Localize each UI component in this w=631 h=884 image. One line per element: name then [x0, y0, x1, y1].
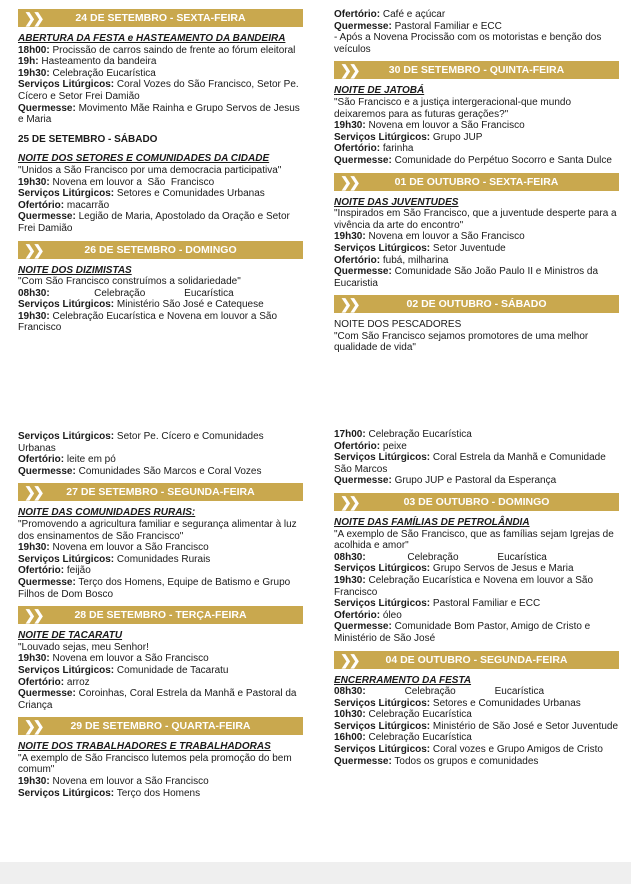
item-value: Terço dos Homens, Equipe de Batismo e Grupo Filhos de Dom Bosco	[18, 576, 293, 600]
body-text: - Após a Novena Procissão com os motoristas e benção dos veículos	[334, 32, 602, 55]
schedule-item	[18, 45, 303, 57]
item-label: Ofertório:	[334, 254, 381, 266]
body-text: "A exemplo de São Francisco, que as famílias sejam Igrejas de acolhida e amor"	[334, 528, 614, 552]
section-title: NOITE DE TACARATU	[18, 630, 123, 642]
double-chevron-icon: ❯❯	[24, 607, 42, 624]
item-label: 19h30:	[18, 542, 50, 554]
item-label: Ofertório:	[18, 454, 65, 466]
item-label: Serviços Litúrgicos:	[334, 697, 431, 709]
item-value: Celebração Eucarística e Novena em louvor a São Francisco	[334, 574, 596, 598]
item-value: óleo	[380, 609, 402, 621]
schedule-item	[18, 577, 303, 600]
item-value: Comunidade do Perpétuo Socorro e Santa Dulce	[391, 154, 612, 166]
item-value: Novena em louvor a São Francisco	[49, 653, 209, 665]
schedule-item	[334, 610, 619, 622]
item-label: Quermesse:	[334, 20, 392, 32]
section-title: ENCERRAMENTO DA FESTA	[334, 674, 472, 686]
item-value: Novena em louvor a São Francisco	[49, 542, 209, 554]
schedule-item	[18, 776, 303, 788]
item-label: 19h30:	[334, 120, 366, 132]
schedule-item	[334, 475, 619, 487]
schedule-item	[18, 103, 303, 126]
body-text: "Com São Francisco construímos a solidariedade"	[18, 276, 241, 288]
date-banner	[18, 606, 303, 624]
item-label: Serviços Litúrgicos:	[18, 431, 115, 442]
schedule-item	[18, 454, 303, 466]
section-title: NOITE DOS TRABALHADORES E TRABALHADORAS	[18, 741, 271, 753]
item-value: Pastoral Familiar e ECC	[430, 598, 541, 610]
item-value: Celebração Eucarística	[49, 287, 234, 299]
schedule-item	[18, 177, 303, 189]
date-banner-text: 26 DE SETEMBRO - DOMINGO	[84, 243, 237, 256]
item-value: Grupo JUP	[430, 131, 483, 143]
date-banner	[18, 717, 303, 735]
item-value: Novena em louvor a São Francisco	[365, 120, 525, 132]
schedule-item	[334, 9, 619, 21]
item-value: Celebração Eucarística	[365, 686, 545, 698]
schedule-item	[334, 732, 619, 744]
schedule-item	[334, 243, 619, 255]
item-value: Ministério São José e Catequese	[114, 299, 264, 311]
item-label: Serviços Litúrgicos:	[334, 598, 431, 610]
schedule-item	[18, 466, 303, 478]
body-text: NOITE DOS PESCADORES	[334, 319, 462, 331]
item-value: Ministério de São José e Setor Juventude	[430, 720, 619, 732]
body-text: "Louvado sejas, meu Senhor!	[18, 641, 149, 653]
double-chevron-icon: ❯❯	[340, 62, 358, 79]
item-value: Comunidade Bom Pastor, Amigo de Cristo e Ministério de São José	[334, 621, 594, 644]
schedule-item	[18, 565, 303, 577]
date-banner-text: 01 DE OUTUBRO - SEXTA-FEIRA	[394, 175, 559, 188]
item-label: 19h30:	[18, 67, 50, 79]
item-value: Legião de Maria, Apostolado da Oração e Setor Frei Damião	[18, 211, 293, 234]
item-value: Novena em louvor a São Francisco	[49, 776, 209, 788]
section-title: NOITE DOS SETORES E COMUNIDADES DA CIDADE	[18, 153, 270, 165]
schedule-item	[18, 688, 303, 711]
double-chevron-icon: ❯❯	[24, 241, 42, 258]
item-label: Serviços Litúrgicos:	[334, 242, 431, 254]
schedule-item	[334, 563, 619, 575]
item-label: Quermesse:	[18, 465, 76, 477]
schedule-item	[334, 231, 619, 243]
body-text: "Unidos a São Francisco por uma democracia participativa"	[18, 164, 282, 176]
item-label: 08h30:	[334, 551, 366, 563]
item-value: Comunidade de Tacaratu	[114, 664, 229, 676]
double-chevron-icon: ❯❯	[24, 484, 42, 501]
item-value: fubá, milharina	[380, 254, 449, 266]
item-value: arroz	[64, 676, 90, 688]
item-value: peixe	[380, 440, 407, 452]
date-banner	[18, 483, 303, 501]
item-value: Setor Juventude	[430, 242, 506, 254]
schedule-item	[18, 788, 303, 800]
schedule-item	[334, 155, 619, 167]
schedule-item	[18, 200, 303, 212]
item-label: Ofertório:	[334, 9, 381, 20]
schedule-item	[334, 266, 619, 289]
item-value: Celebração Eucarística e Novena em louvor a São Francisco	[18, 310, 280, 334]
item-label: Quermesse:	[18, 576, 76, 588]
item-label: 19h30:	[18, 776, 50, 788]
item-value: Celebração Eucarística	[365, 551, 547, 563]
item-value: Procissão de carros saindo de frente ao fórum eleitoral	[49, 44, 296, 56]
double-chevron-icon: ❯❯	[340, 493, 358, 510]
item-label: Serviços Litúrgicos:	[18, 299, 115, 311]
schedule-item	[18, 677, 303, 689]
item-label: 17h00:	[334, 429, 366, 440]
body-text: "Inspirados em São Francisco, que a juventude desperte para a vivência da arte do encontro"	[334, 208, 617, 231]
item-value: Novena em louvor a São Francisco	[365, 231, 525, 243]
item-value: Coral vozes e Grupo Amigos de Cristo	[430, 744, 603, 756]
left-column-top	[18, 9, 303, 334]
date-banner-text: 24 DE SETEMBRO - SEXTA-FEIRA	[75, 12, 246, 24]
item-label: Quermesse:	[18, 688, 76, 700]
schedule-item	[18, 299, 303, 311]
schedule-item	[334, 598, 619, 610]
date-banner	[334, 651, 619, 669]
date-banner-text: 27 DE SETEMBRO - SEGUNDA-FEIRA	[66, 486, 255, 499]
right-column-bottom	[334, 429, 619, 767]
item-value: Grupo Servos de Jesus e Maria	[430, 563, 574, 575]
item-label: Serviços Litúrgicos:	[334, 720, 431, 732]
item-value: Setores e Comunidades Urbanas	[430, 697, 581, 709]
schedule-item	[334, 621, 619, 644]
item-value: macarrão	[64, 199, 110, 211]
schedule-item	[18, 542, 303, 554]
item-label: Serviços Litúrgicos:	[18, 188, 115, 200]
item-label: 08h30:	[18, 287, 50, 299]
item-label: Serviços Litúrgicos:	[334, 452, 431, 464]
date-banner	[18, 9, 303, 27]
item-label: Quermesse:	[334, 755, 392, 767]
schedule-item	[334, 552, 619, 564]
body-text: "Promovendo a agricultura familiar e segurança alimentar à luz dos ensinamentos de São Francisco"	[18, 518, 297, 542]
item-label: Quermesse:	[18, 211, 76, 223]
section-title: ABERTURA DA FESTA e HASTEAMENTO DA BANDEIRA	[18, 33, 286, 44]
date-banner-text: 29 DE SETEMBRO - QUARTA-FEIRA	[70, 720, 251, 733]
item-label: Serviços Litúrgicos:	[18, 79, 115, 91]
date-banner	[334, 61, 619, 79]
item-label: Serviços Litúrgicos:	[334, 131, 431, 143]
double-chevron-icon: ❯❯	[24, 718, 42, 735]
body-text: "A exemplo de São Francisco lutemos pela promoção do bem comum"	[18, 752, 292, 776]
item-label: 19h30:	[18, 310, 50, 322]
schedule-item	[334, 709, 619, 721]
item-label: Serviços Litúrgicos:	[334, 563, 431, 575]
spacer	[18, 126, 303, 134]
item-label: Quermesse:	[334, 621, 392, 633]
date-banner-text: 03 DE OUTUBRO - DOMINGO	[403, 495, 550, 508]
schedule-item	[18, 554, 303, 566]
item-label: 19h30:	[334, 574, 366, 586]
schedule-item	[18, 211, 303, 234]
date-banner	[334, 295, 619, 313]
day-heading: 25 DE SETEMBRO - SÁBADO	[18, 133, 158, 145]
section-title: NOITE DAS FAMÍLIAS DE PETROLÂNDIA	[334, 516, 530, 528]
schedule-item	[334, 744, 619, 756]
item-label: Ofertório:	[334, 143, 381, 155]
item-label: Serviços Litúrgicos:	[334, 744, 431, 756]
schedule-item	[18, 68, 303, 80]
schedule-item	[334, 575, 619, 598]
section-title: NOITE DOS DIZIMISTAS	[18, 264, 132, 276]
left-column-bottom	[18, 431, 303, 799]
item-label: Ofertório:	[18, 565, 65, 577]
item-value: Pastoral Familiar e ECC	[391, 20, 502, 32]
item-value: Comunidades São Marcos e Coral Vozes	[75, 465, 262, 477]
schedule-item	[334, 686, 619, 698]
item-value: Coral Estrela da Manhã e Comunidade São Marcos	[334, 452, 609, 475]
item-label: Quermesse:	[334, 475, 392, 487]
date-banner-text: 28 DE SETEMBRO - TERÇA-FEIRA	[74, 609, 247, 622]
schedule-item	[334, 721, 619, 733]
right-column-top	[334, 9, 619, 354]
body-text: "Com São Francisco sejamos promotores de uma melhor qualidade de vida"	[334, 330, 589, 354]
item-value: Coral Vozes do São Francisco, Setor Pe. Cícero e Setor Frei Damião	[18, 79, 302, 102]
item-value: Hasteamento da bandeira	[38, 56, 157, 68]
schedule-item	[334, 429, 619, 441]
spacer	[18, 145, 303, 153]
double-chevron-icon: ❯❯	[24, 10, 42, 26]
schedule-item	[18, 288, 303, 300]
item-label: 18h00:	[18, 44, 50, 56]
item-label: 19h30:	[18, 176, 50, 188]
date-banner-text: 30 DE SETEMBRO - QUINTA-FEIRA	[388, 64, 565, 77]
item-value: feijão	[64, 565, 91, 577]
page-bottom-margin	[0, 862, 631, 884]
schedule-item	[334, 452, 619, 475]
schedule-item	[334, 120, 619, 132]
item-label: Ofertório:	[18, 676, 65, 688]
item-value: Celebração Eucarística	[49, 67, 156, 79]
item-label: Serviços Litúrgicos:	[18, 553, 115, 565]
section-title: NOITE DAS COMUNIDADES RURAIS:	[18, 507, 196, 519]
body-text: "São Francisco e a justiça intergeracional-que mundo deixaremos para as futuras gerações?"	[334, 96, 572, 120]
item-value: Setor Pe. Cícero e Comunidades Urbanas	[18, 431, 267, 454]
item-value: Comunidade São João Paulo II e Ministros da Eucaristia	[334, 266, 601, 289]
item-value: Celebração Eucarística	[365, 732, 472, 744]
item-label: 19h30:	[334, 231, 366, 243]
section-title: NOITE DAS JUVENTUDES	[334, 196, 459, 208]
item-label: Serviços Litúrgicos:	[18, 664, 115, 676]
item-value: Setores e Comunidades Urbanas	[114, 188, 265, 200]
schedule-item	[18, 653, 303, 665]
date-banner-text: 02 DE OUTUBRO - SÁBADO	[406, 298, 547, 311]
item-value: Novena em louvor a São Francisco	[49, 176, 215, 188]
schedule-item	[334, 132, 619, 144]
item-value: Celebração Eucarística	[365, 429, 472, 440]
item-label: Ofertório:	[18, 199, 65, 211]
schedule-item	[334, 756, 619, 768]
item-label: Ofertório:	[334, 440, 381, 452]
schedule-item	[18, 56, 303, 68]
schedule-item	[334, 441, 619, 453]
double-chevron-icon: ❯❯	[340, 173, 358, 190]
item-label: Quermesse:	[18, 102, 76, 114]
item-value: leite em pó	[64, 454, 116, 466]
schedule-item	[18, 79, 303, 102]
schedule-item	[18, 188, 303, 200]
schedule-item	[18, 431, 303, 454]
double-chevron-icon: ❯❯	[340, 296, 358, 313]
schedule-item	[18, 311, 303, 334]
item-value: Comunidades Rurais	[114, 553, 211, 565]
item-label: Quermesse:	[334, 266, 392, 278]
item-value: Café e açúcar	[380, 9, 446, 20]
schedule-item	[334, 255, 619, 267]
item-value: Coroinhas, Coral Estrela da Manhã e Pastoral da Criança	[18, 688, 300, 711]
date-banner	[18, 241, 303, 259]
section-title: NOITE DE JATOBÁ	[334, 85, 425, 97]
item-label: 19h:	[18, 56, 39, 68]
item-value: Grupo JUP e Pastoral da Esperança	[391, 475, 557, 487]
date-banner	[334, 173, 619, 191]
schedule-item	[334, 698, 619, 710]
schedule-item	[334, 21, 619, 33]
date-banner-text: 04 DE OUTUBRO - SEGUNDA-FEIRA	[385, 653, 568, 666]
item-label: Ofertório:	[334, 609, 381, 621]
item-label: 16h00:	[334, 732, 366, 744]
schedule-item	[18, 665, 303, 677]
item-label: Serviços Litúrgicos:	[18, 787, 115, 799]
item-value: Celebração Eucarística	[365, 709, 472, 721]
item-label: 08h30:	[334, 686, 366, 698]
item-value: Terço dos Homens	[114, 787, 201, 799]
double-chevron-icon: ❯❯	[340, 651, 358, 668]
item-value: Todos os grupos e comunidades	[391, 755, 539, 767]
date-banner	[334, 493, 619, 511]
item-label: Quermesse:	[334, 154, 392, 166]
schedule-item	[334, 143, 619, 155]
item-value: farinha	[380, 143, 414, 155]
item-label: 10h30:	[334, 709, 366, 721]
item-value: Movimento Mãe Rainha e Grupo Servos de Jesus e Maria	[18, 102, 303, 126]
item-label: 19h30:	[18, 653, 50, 665]
